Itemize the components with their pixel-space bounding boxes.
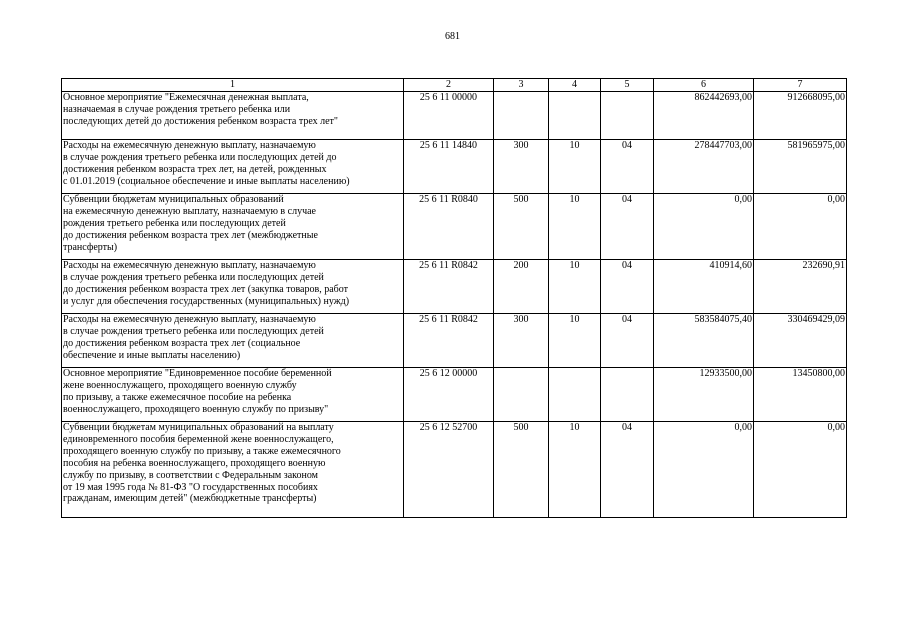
amount-column-7: 0,00 xyxy=(754,422,847,518)
header-row xyxy=(62,79,847,92)
column-header: 3 xyxy=(494,79,549,92)
expense-type-code: 300 xyxy=(494,140,549,194)
section-code: 10 xyxy=(549,260,601,314)
amount-column-6: 278447703,00 xyxy=(654,140,754,194)
row-description: Основное мероприятие "Единовременное пособие беременной жене военнослужащего, проходящего военную службу по призыву, а также ежемесячное пособие на ребенка военнослужащего, проходящего военную службу по призыву" xyxy=(62,368,404,422)
table-row xyxy=(62,194,847,260)
amount-column-6: 0,00 xyxy=(654,194,754,260)
target-article-code: 25 6 12 52700 xyxy=(404,422,494,518)
expense-type-code: 500 xyxy=(494,422,549,518)
expense-type-code xyxy=(494,368,549,422)
subsection-code: 04 xyxy=(601,314,654,368)
table-row xyxy=(62,314,847,368)
column-header: 1 xyxy=(62,79,404,92)
table-row xyxy=(62,140,847,194)
target-article-code: 25 6 11 00000 xyxy=(404,92,494,140)
row-description: Субвенции бюджетам муниципальных образований на ежемесячную денежную выплату, назначаемую в случае рождения третьего ребенка или последующих детей до достижения ребенком возраста трех лет (межбюджетные трансферты) xyxy=(62,194,404,260)
table-row xyxy=(62,368,847,422)
section-code: 10 xyxy=(549,140,601,194)
row-description: Расходы на ежемесячную денежную выплату, назначаемую в случае рождения третьего ребенка или последующих детей до достижения ребенком возраста трех лет (социальное обеспечение и иные выплаты населению) xyxy=(62,314,404,368)
row-description: Расходы на ежемесячную денежную выплату, назначаемую в случае рождения третьего ребенка или последующих детей до достижения ребенком возраста трех лет (закупка товаров, работ и услуг для обеспечения государственных (муниципальных) нужд) xyxy=(62,260,404,314)
target-article-code: 25 6 12 00000 xyxy=(404,368,494,422)
expense-type-code xyxy=(494,92,549,140)
expense-type-code: 300 xyxy=(494,314,549,368)
section-code: 10 xyxy=(549,314,601,368)
target-article-code: 25 6 11 R0842 xyxy=(404,314,494,368)
amount-column-6: 410914,60 xyxy=(654,260,754,314)
amount-column-6: 862442693,00 xyxy=(654,92,754,140)
page-number: 681 xyxy=(445,31,460,42)
column-header: 4 xyxy=(549,79,601,92)
section-code xyxy=(549,92,601,140)
budget-table xyxy=(61,78,847,518)
target-article-code: 25 6 11 R0842 xyxy=(404,260,494,314)
row-description: Основное мероприятие "Ежемесячная денежная выплата, назначаемая в случае рождения третьего ребенка или последующих детей до достижения ребенком возраста трех лет" xyxy=(62,92,404,140)
amount-column-7: 581965975,00 xyxy=(754,140,847,194)
column-header: 2 xyxy=(404,79,494,92)
amount-column-7: 912668095,00 xyxy=(754,92,847,140)
subsection-code xyxy=(601,368,654,422)
column-header: 7 xyxy=(754,79,847,92)
table-row xyxy=(62,260,847,314)
amount-column-7: 330469429,09 xyxy=(754,314,847,368)
column-header: 5 xyxy=(601,79,654,92)
column-header: 6 xyxy=(654,79,754,92)
section-code: 10 xyxy=(549,422,601,518)
subsection-code xyxy=(601,92,654,140)
section-code: 10 xyxy=(549,194,601,260)
row-description: Расходы на ежемесячную денежную выплату, назначаемую в случае рождения третьего ребенка или последующих детей до достижения ребенком возраста трех лет, на детей, рожденных с 01.01.2019 (социальное обеспечение и иные выплаты населению) xyxy=(62,140,404,194)
subsection-code: 04 xyxy=(601,194,654,260)
row-description: Субвенции бюджетам муниципальных образований на выплату единовременного пособия беременной жене военнослужащего, проходящего военную службу по призыву, а также ежемесячного пособия на ребенка военнослужащего, проходящего военную службу по призыву, в соответствии с Федеральным законом от 19 мая 1995 года № 81-ФЗ "О государственных пособиях гражданам, имеющим детей" (межбюджетные трансферты) xyxy=(62,422,404,518)
amount-column-7: 232690,91 xyxy=(754,260,847,314)
subsection-code: 04 xyxy=(601,140,654,194)
amount-column-6: 0,00 xyxy=(654,422,754,518)
amount-column-7: 13450800,00 xyxy=(754,368,847,422)
amount-column-6: 583584075,40 xyxy=(654,314,754,368)
expense-type-code: 200 xyxy=(494,260,549,314)
subsection-code: 04 xyxy=(601,260,654,314)
amount-column-7: 0,00 xyxy=(754,194,847,260)
target-article-code: 25 6 11 14840 xyxy=(404,140,494,194)
table-row xyxy=(62,92,847,140)
section-code xyxy=(549,368,601,422)
table-row xyxy=(62,422,847,518)
target-article-code: 25 6 11 R0840 xyxy=(404,194,494,260)
subsection-code: 04 xyxy=(601,422,654,518)
amount-column-6: 12933500,00 xyxy=(654,368,754,422)
expense-type-code: 500 xyxy=(494,194,549,260)
